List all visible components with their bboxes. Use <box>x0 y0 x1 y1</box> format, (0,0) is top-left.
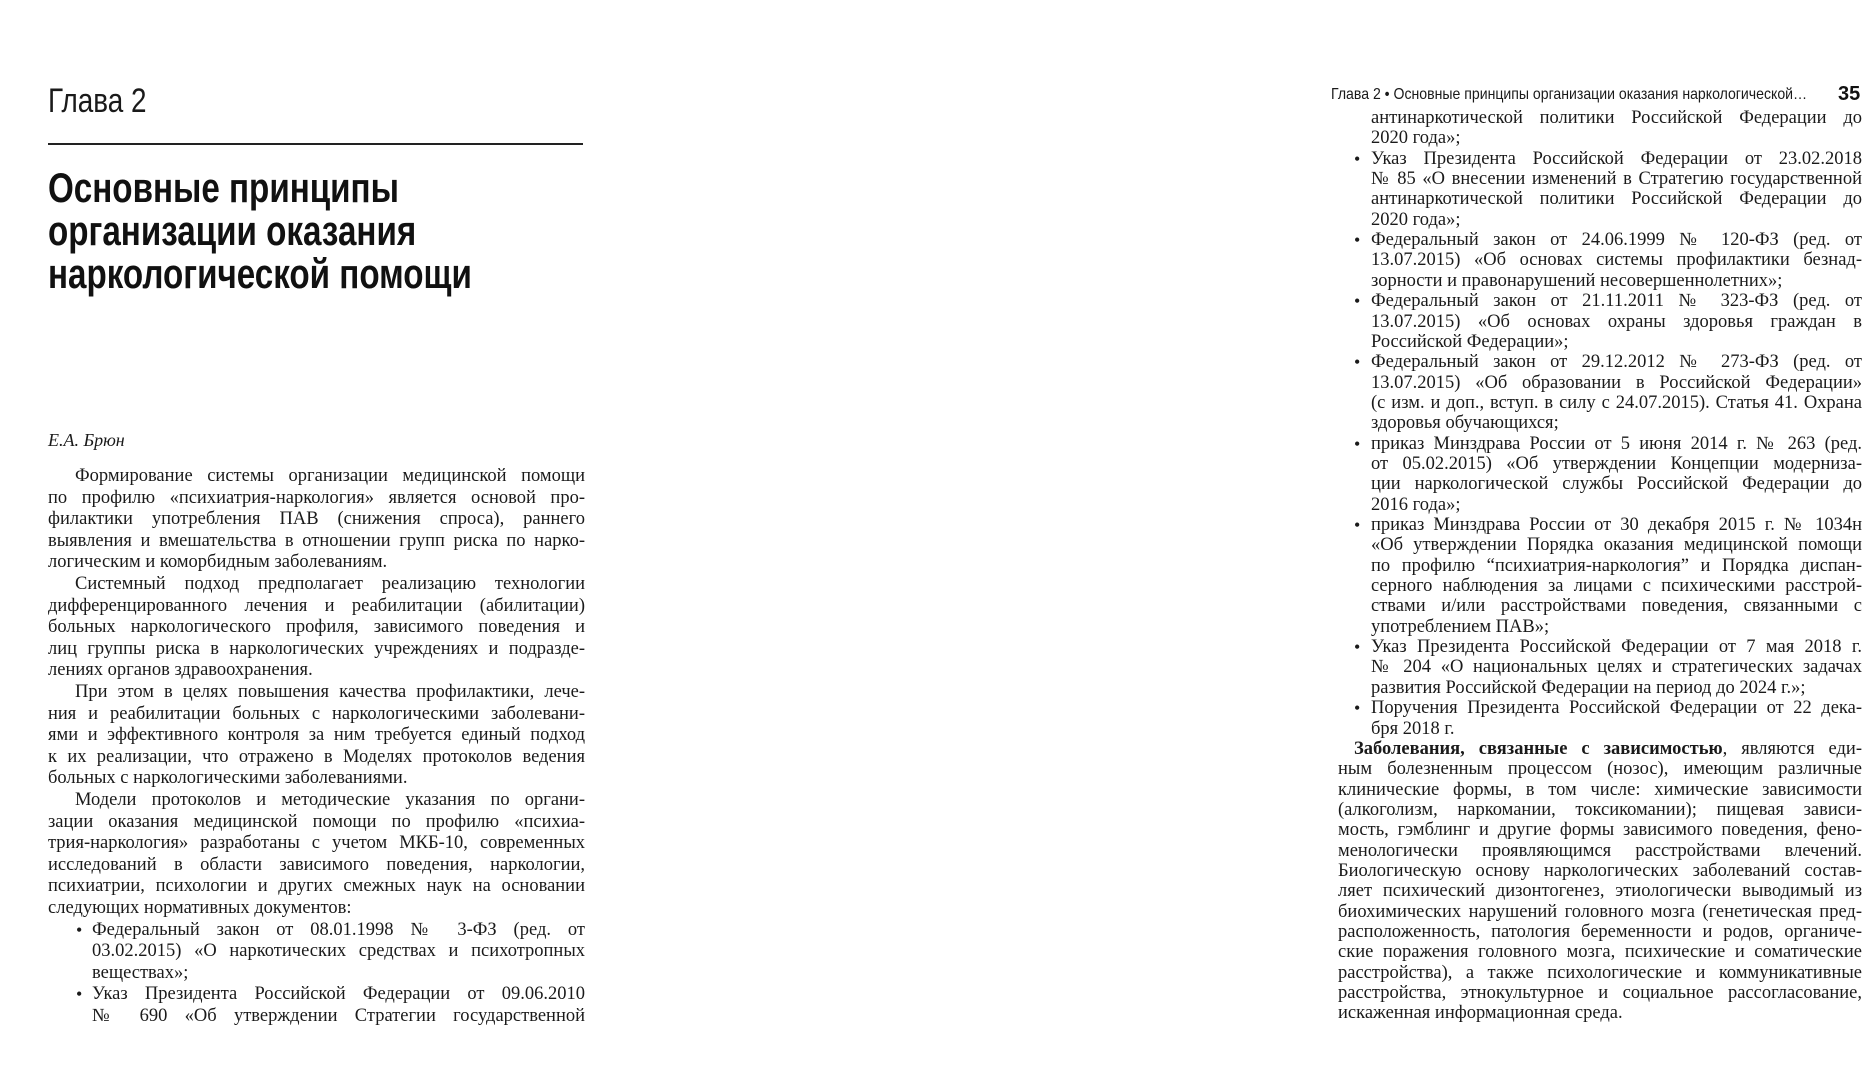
paragraph-line: биохимических нарушений головного мозга (генетическая пред- <box>1338 901 1862 922</box>
list-item-line: употреблением ПАВ»; <box>1371 616 1550 637</box>
bullet-icon: • <box>1354 433 1361 454</box>
paragraph-line: по профилю «психиатрия-наркология» является основой про- <box>48 487 585 508</box>
chapter-title <box>48 166 554 295</box>
paragraph-line <box>1354 739 1862 760</box>
bullet-icon: • <box>1354 291 1361 312</box>
list-item-line: 03.02.2015) «О наркотических средствах и психотропных <box>92 941 585 962</box>
paragraph-line: мость, гэмблинг и другие формы зависимого поведения, фено- <box>1338 820 1862 841</box>
bullet-icon: • <box>1354 637 1361 658</box>
list-item-line: № 690 «Об утверждении Стратегии государственной <box>92 1006 585 1026</box>
chapter-label: Глава 2 <box>48 82 147 120</box>
bold-term: Заболевания, связанные с зависимостью <box>1354 738 1723 759</box>
paragraph-line: дифференцированного лечения и реабилитации (абилитации) <box>48 595 585 616</box>
list-item-line: Поручения Президента Российской Федерации от 22 дека- <box>1371 698 1862 719</box>
paragraph-line: расположенность, патология беременности и родов, органиче- <box>1338 922 1862 942</box>
paragraph-line: расстройства), а также психологические и коммуникативные <box>1338 962 1862 983</box>
paragraph-line: ным болезненным процессом (нозос), имеющим различные <box>1338 759 1862 780</box>
paragraph-line: трия-наркология» разработаны с учетом МКБ-10, современных <box>48 833 585 854</box>
list-item-line: по профилю “психиатрия-наркология” и Порядка диспан- <box>1371 555 1862 576</box>
list-item-line: Указ Президента Российской Федерации от 23.02.2018 <box>1371 148 1862 169</box>
running-header: Глава 2 • Основные принципы организации оказания наркологической… <box>1331 86 1808 103</box>
list-item-line: 13.07.2015) «Об основах охраны здоровья граждан в <box>1371 311 1862 332</box>
paragraph-line: (алкоголизм, наркомании, токсикомании); пищевая зависи- <box>1338 799 1862 820</box>
list-item-line: от 05.02.2015) «Об утверждении Концепции модерниза- <box>1371 453 1862 474</box>
chapter-divider <box>48 143 583 145</box>
chapter-title-line: Основные принципы <box>48 164 399 211</box>
paragraph-line: Системный подход предполагает реализацию технологии <box>75 574 585 594</box>
paragraph-line: логическим и коморбидным заболеваниям. <box>48 552 388 573</box>
list-item-line: Федеральный закон от 29.12.2012 № 273-ФЗ (ред. от <box>1371 352 1862 373</box>
chapter-title-line: организации оказания <box>48 207 417 254</box>
paragraph-line: менологически проявляющимся расстройствами влечений. <box>1338 840 1862 861</box>
paragraph-line: Модели протоколов и методические указания по органи- <box>75 790 585 810</box>
list-item-line: 2020 года»; <box>1371 128 1461 149</box>
list-item-line: бря 2018 г. <box>1371 718 1455 739</box>
bullet-icon: • <box>1354 230 1361 251</box>
list-item-line: (с изм. и доп., вступ. в силу с 24.07.2015). Статья 41. Охрана <box>1371 392 1862 413</box>
list-item-line: зорности и правонарушений несовершеннолетних»; <box>1371 270 1783 291</box>
paragraph-line: лиц группы риска в наркологических учреждениях и подразде- <box>48 638 585 659</box>
paragraph-line: лениях органов здравоохранения. <box>48 660 313 681</box>
paragraph-line: выявления и вмешательства в отношении групп риска по нарко- <box>48 530 585 551</box>
paragraph-line: исследований в области зависимого поведения, наркологии, <box>48 854 585 875</box>
list-item-line: серного наблюдения за лицами с психическими расстрой- <box>1371 576 1862 597</box>
list-item-line: Указ Президента Российской Федерации от 7 мая 2018 г. <box>1371 637 1862 658</box>
paragraph-line: ляет психический дизонтогенез, этиологически выводимый из <box>1338 881 1862 902</box>
bullet-icon: • <box>76 919 83 940</box>
bullet-icon: • <box>1354 352 1361 373</box>
paragraph-line: Биологическую основу наркологических заболеваний состав- <box>1338 860 1862 881</box>
paragraph-line: ния и реабилитации больных с наркологическими заболевани- <box>48 703 585 724</box>
list-item-line: веществах»; <box>92 962 189 983</box>
paragraph-line: При этом в целях повышения качества профилактики, лече- <box>75 682 585 702</box>
list-item-line: антинаркотической политики Российской Федерации до <box>1371 189 1862 210</box>
paragraph-line: к их реализации, что отражено в Моделях протоколов ведения <box>48 746 585 767</box>
paragraph-line: психиатрии, психологии и других смежных наук на основании <box>48 876 585 897</box>
paragraph-line: Формирование системы организации медицинской помощи <box>75 466 585 486</box>
list-item-line: 13.07.2015) «Об образовании в Российской Федерации» <box>1371 372 1862 393</box>
bullet-icon: • <box>1354 515 1361 535</box>
paragraph-line: расстройства, этнокультурное и социальное рассогласование, <box>1338 983 1862 1004</box>
chapter-title-line: наркологической помощи <box>48 250 472 297</box>
list-item-line: Указ Президента Российской Федерации от 09.06.2010 <box>92 984 585 1005</box>
paragraph-text: , являются еди- <box>1722 738 1862 759</box>
bullet-icon: • <box>1354 148 1361 169</box>
paragraph-line: филактики употребления ПАВ (снижения спроса), раннего <box>48 509 585 530</box>
paragraph-line: искаженная информационная среда. <box>1338 1003 1623 1024</box>
list-item-line: Федеральный закон от 24.06.1999 № 120-ФЗ (ред. от <box>1371 230 1862 251</box>
bullet-icon: • <box>1354 698 1361 719</box>
list-item-line: № 204 «О национальных целях и стратегических задачах <box>1371 657 1862 678</box>
list-item-line: приказ Минздрава России от 30 декабря 2015 г. № 1034н <box>1371 515 1862 535</box>
list-item-line: Федеральный закон от 08.01.1998 № 3-ФЗ (ред. от <box>92 919 585 940</box>
right-page <box>634 0 1862 1080</box>
list-item-line: 2016 года»; <box>1371 494 1461 515</box>
left-page <box>0 0 634 1080</box>
list-item-line: приказ Минздрава России от 5 июня 2014 г. № 263 (ред. <box>1371 433 1862 454</box>
list-item-line: развития Российской Федерации на период до 2024 г.»; <box>1371 677 1806 698</box>
list-item-line: здоровья обучающихся; <box>1371 413 1559 434</box>
list-item-line: ствами и/или расстройствами поведения, связанными с <box>1371 596 1862 617</box>
list-item-line: 2020 года»; <box>1371 209 1461 230</box>
list-item-line: Российской Федерации»; <box>1371 331 1569 352</box>
paragraph-line: ские поражения головного мозга, психические и соматические <box>1338 942 1862 963</box>
paragraph-line: больных наркологического профиля, зависимого поведения и <box>48 617 585 638</box>
list-item-line: № 85 «О внесении изменений в Стратегию государственной <box>1371 169 1862 190</box>
list-item-line: «Об утверждении Порядка оказания медицинской помощи <box>1371 535 1862 556</box>
paragraph-line: зации оказания медицинской помощи по профилю «психиа- <box>48 811 585 832</box>
author: Е.А. Брюн <box>48 430 125 450</box>
list-item-line: антинаркотической политики Российской Федерации до <box>1371 108 1862 128</box>
page-number: 35 <box>1838 83 1861 105</box>
bullet-icon: • <box>76 984 83 1005</box>
list-item-line: Федеральный закон от 21.11.2011 № 323-ФЗ (ред. от <box>1371 291 1862 312</box>
paragraph-line: больных с наркологическими заболеваниями. <box>48 768 408 789</box>
paragraph-line: следующих нормативных документов: <box>48 898 352 918</box>
list-item-line: 13.07.2015) «Об основах системы профилактики безнад- <box>1371 250 1862 271</box>
paragraph-line: ями и эффективного контроля за ним требуется единый подход <box>48 725 585 746</box>
list-item-line: ции наркологической службы Российской Федерации до <box>1371 474 1862 495</box>
paragraph-line: клинические формы, в том числе: химические зависимости <box>1338 779 1862 800</box>
